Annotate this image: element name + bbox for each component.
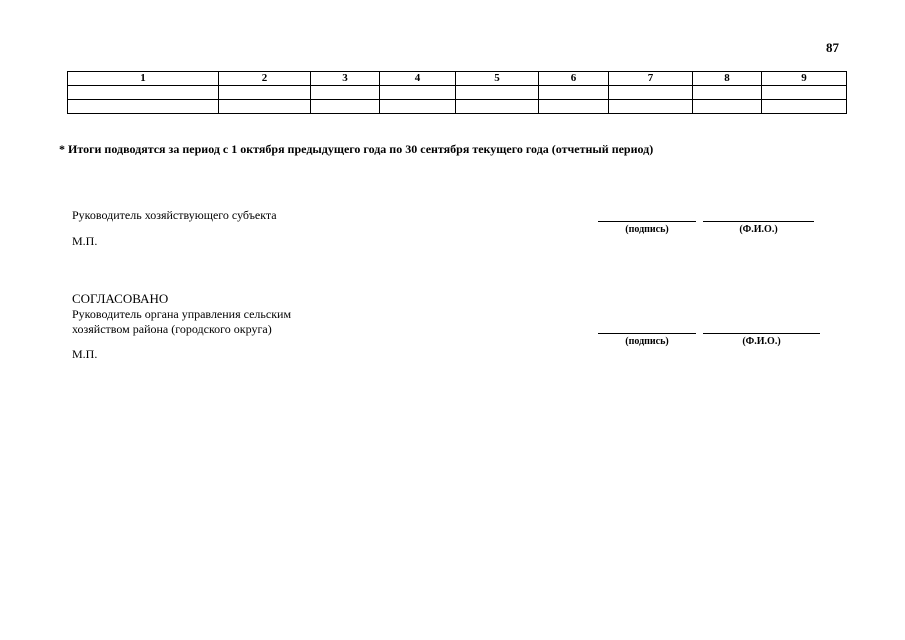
name-line[interactable] xyxy=(703,333,820,334)
name-line[interactable] xyxy=(703,221,814,222)
table-cell xyxy=(693,86,762,100)
table-cell xyxy=(456,86,539,100)
stamp-label: М.П. xyxy=(72,234,98,248)
name-caption: (Ф.И.О.) xyxy=(742,336,781,347)
table-header-cell: 3 xyxy=(311,72,380,86)
stamp-label: М.П. xyxy=(72,347,98,361)
table-header-cell: 5 xyxy=(456,72,539,86)
approver-title-line-2: хозяйством района (городского округа) xyxy=(72,322,272,336)
table-cell xyxy=(609,86,693,100)
table-cell xyxy=(456,100,539,114)
signatory-title: Руководитель хозяйствующего субъекта xyxy=(72,208,277,222)
table-cell xyxy=(219,86,311,100)
table-header-cell: 1 xyxy=(68,72,219,86)
table-header-cell: 7 xyxy=(609,72,693,86)
footnote: * Итоги подводятся за период с 1 октября предыдущего года по 30 сентября текущего года (отчетный период) xyxy=(59,142,654,156)
table-row xyxy=(68,100,847,114)
table-cell xyxy=(762,86,847,100)
signature-line[interactable] xyxy=(598,221,696,222)
page-number: 87 xyxy=(826,40,839,55)
table-header-cell: 4 xyxy=(380,72,456,86)
table-cell xyxy=(539,86,609,100)
table-cell xyxy=(68,100,219,114)
table-cell xyxy=(609,100,693,114)
table-cell xyxy=(539,100,609,114)
approver-title-line-1: Руководитель органа управления сельским xyxy=(72,307,292,321)
table-cell xyxy=(311,100,380,114)
table-cell xyxy=(311,86,380,100)
data-table xyxy=(67,71,847,114)
table-header-cell: 8 xyxy=(693,72,762,86)
table-cell xyxy=(219,100,311,114)
approval-heading: СОГЛАСОВАНО xyxy=(72,291,169,306)
table-cell xyxy=(380,86,456,100)
table-header-cell: 2 xyxy=(219,72,311,86)
table-header-cell: 6 xyxy=(539,72,609,86)
table-row xyxy=(68,86,847,100)
table-cell xyxy=(380,100,456,114)
table-header-row xyxy=(68,72,847,86)
table-cell xyxy=(693,100,762,114)
signature-caption: (подпись) xyxy=(625,336,669,347)
signature-line[interactable] xyxy=(598,333,696,334)
table-cell xyxy=(762,100,847,114)
signature-caption: (подпись) xyxy=(625,224,669,235)
name-caption: (Ф.И.О.) xyxy=(739,224,778,235)
table-header-cell: 9 xyxy=(762,72,847,86)
table-cell xyxy=(68,86,219,100)
